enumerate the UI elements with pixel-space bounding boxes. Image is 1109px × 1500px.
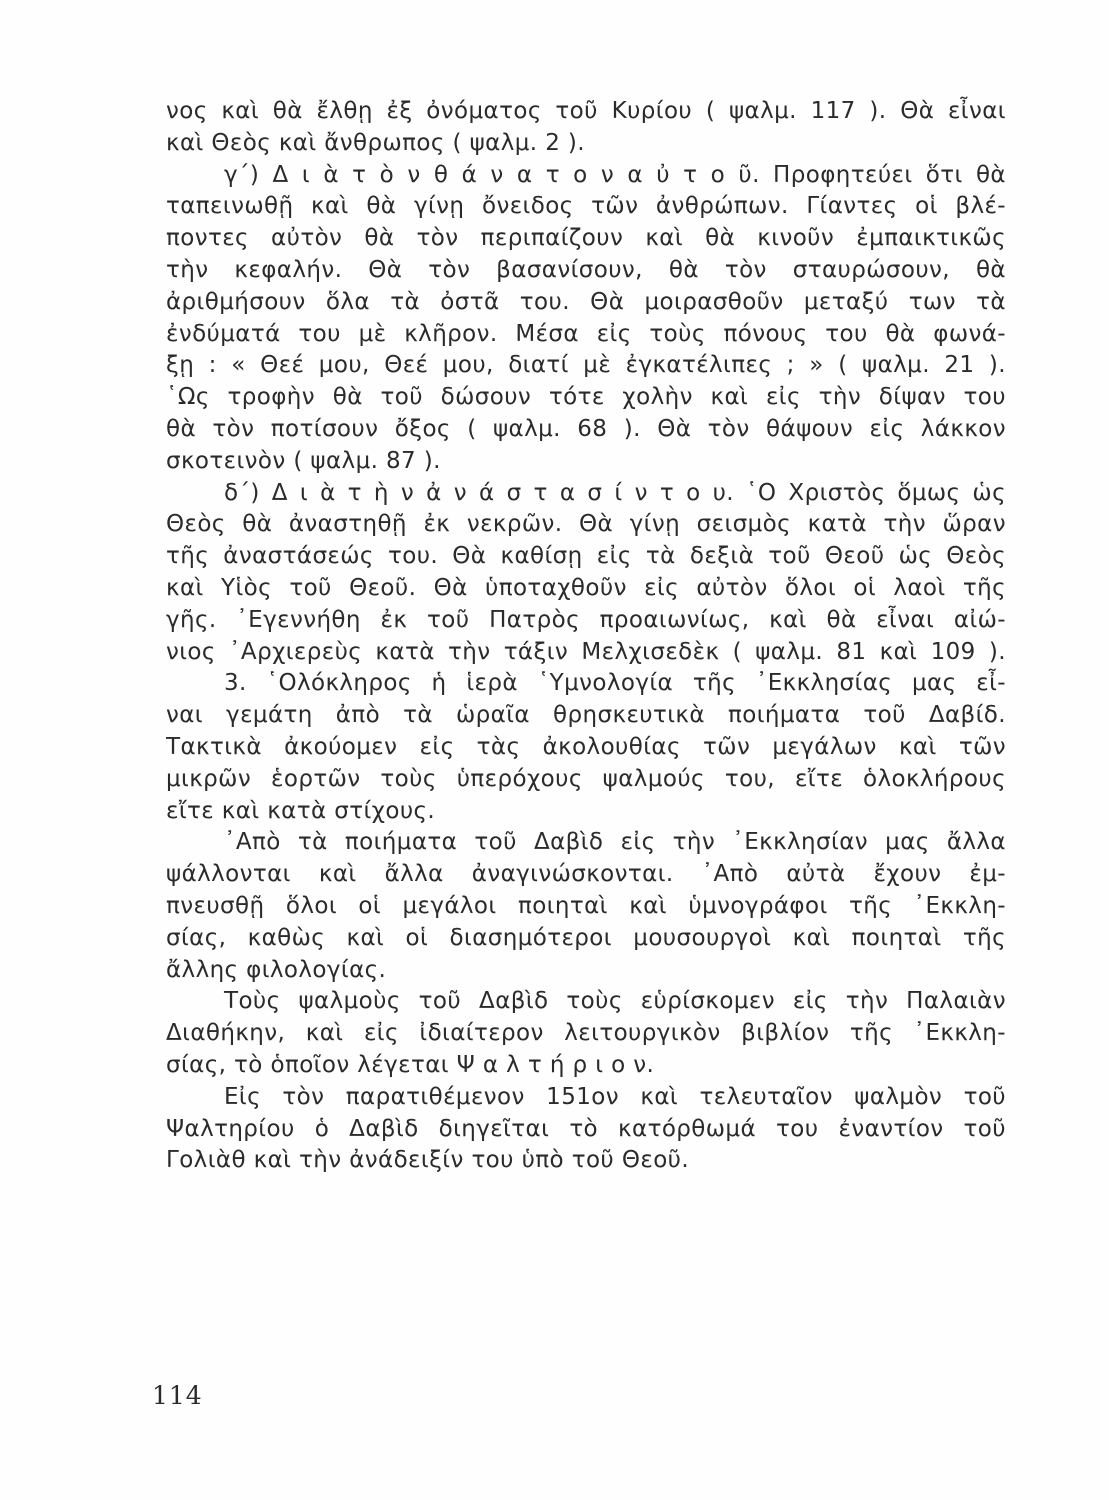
text-line: εἴτε καὶ κατὰ στίχους. — [166, 797, 436, 824]
text-line: ἐνδύματά του μὲ κλῆρον. Μέσα εἰς τοὺς πόνους του θὰ φωνά- — [166, 320, 1006, 347]
text-line: σκοτεινὸν ( ψαλμ. 87 ). — [166, 447, 441, 474]
text-line: σίας, καθὼς καὶ οἱ διασημότεροι μουσουργοὶ καὶ ποιηταὶ τῆς — [166, 924, 1006, 951]
body-text — [166, 96, 1006, 1177]
text-line: ἄλλης φιλολογίας. — [166, 956, 387, 983]
text-line: καὶ Υἱὸς τοῦ Θεοῦ. Θὰ ὑποταχθοῦν εἰς αὐτὸν ὅλοι οἱ λαοὶ τῆς — [166, 574, 1006, 601]
section-heading-line: γ΄) Δ ι ὰ τ ὸ ν θ ά ν α τ ο ν α ὐ τ ο ῦ. Προφητεύει ὅτι θὰ — [224, 161, 1006, 188]
paragraph-start-line: Τοὺς ψαλμοὺς τοῦ Δαβὶδ τοὺς εὑρίσκομεν εἰς τὴν Παλαιὰν — [224, 988, 1006, 1015]
text-line: μικρῶν ἑορτῶν τοὺς ὑπερόχους ψαλμούς του, εἴτε ὁλοκλήρους — [166, 765, 1006, 792]
text-line: καὶ Θεὸς καὶ ἄνθρωπος ( ψαλμ. 2 ). — [166, 129, 586, 156]
text-line: Τακτικὰ ἀκούομεν εἰς τὰς ἀκολουθίας τῶν μεγάλων καὶ τῶν — [166, 733, 1006, 760]
text-line: ποντες αὐτὸν θὰ τὸν περιπαίζουν καὶ θὰ κινοῦν ἐμπαικτικῶς — [166, 225, 1006, 252]
page-number: 114 — [152, 1381, 203, 1410]
text-line: ναι γεμάτη ἀπὸ τὰ ὡραῖα θρησκευτικὰ ποιήματα τοῦ Δαβίδ. — [166, 702, 1006, 729]
text-line: νιος ᾿Αρχιερεὺς κατὰ τὴν τάξιν Μελχισεδὲκ ( ψαλμ. 81 καὶ 109 ). — [166, 638, 1006, 665]
text-line: πνευσθῇ ὅλοι οἱ μεγάλοι ποιηταὶ καὶ ὑμνογράφοι τῆς ᾿Εκκλη- — [166, 892, 1006, 919]
section-heading-line: δ΄) Δ ι ὰ τ ὴ ν ἀ ν ά σ τ α σ ί ν τ ο υ. ῾Ο Χριστὸς ὅμως ὡς — [224, 479, 1006, 506]
text-line: ψάλλονται καὶ ἄλλα ἀναγινώσκονται. ᾿Απὸ αὐτὰ ἔχουν ἐμ- — [166, 861, 1006, 888]
text-line: τὴν κεφαλήν. Θὰ τὸν βασανίσουν, θὰ τὸν σταυρώσουν, θὰ — [166, 256, 1006, 283]
text-line: Ψαλτηρίου ὁ Δαβὶδ διηγεῖται τὸ κατόρθωμά του ἐναντίον τοῦ — [166, 1115, 1006, 1142]
text-line: τῆς ἀναστάσεώς του. Θὰ καθίσῃ εἰς τὰ δεξιὰ τοῦ Θεοῦ ὡς Θεὸς — [166, 543, 1006, 570]
text-line: ξῃ : « Θεέ μου, Θεέ μου, διατί μὲ ἐγκατέλιπες ; » ( ψαλμ. 21 ). — [166, 352, 1006, 379]
text-line: θὰ τὸν ποτίσουν ὄξος ( ψαλμ. 68 ). Θὰ τὸν θάψουν εἰς λάκκον — [166, 415, 1006, 442]
text-line: Διαθήκην, καὶ εἰς ἰδιαίτερον λειτουργικὸν βιβλίον τῆς ᾿Εκκλη- — [166, 1020, 1006, 1047]
text-line: ἀριθμήσουν ὅλα τὰ ὀστᾶ του. Θὰ μοιρασθοῦν μεταξύ των τὰ — [166, 288, 1006, 315]
text-line: Θεὸς θὰ ἀναστηθῇ ἐκ νεκρῶν. Θὰ γίνῃ σεισμὸς κατὰ τὴν ὥραν — [166, 511, 1006, 538]
paragraph-start-line: ᾿Απὸ τὰ ποιήματα τοῦ Δαβὶδ εἰς τὴν ᾿Εκκλησίαν μας ἄλλα — [224, 829, 1006, 856]
paragraph-start-line: Εἰς τὸν παρατιθέμενον 151ον καὶ τελευταῖον ψαλμὸν τοῦ — [224, 1083, 1006, 1110]
text-line: νος καὶ θὰ ἔλθῃ ἐξ ὀνόματος τοῦ Κυρίου ( ψαλμ. 117 ). Θὰ εἶναι — [166, 98, 1006, 124]
text-line: ταπεινωθῇ καὶ θὰ γίνῃ ὄνειδος τῶν ἀνθρώπων. Γίαντες οἱ βλέ- — [166, 193, 1006, 220]
text-line: γῆς. ᾿Εγεννήθη ἐκ τοῦ Πατρὸς προαιωνίως, καὶ θὰ εἶναι αἰώ- — [166, 606, 1006, 633]
text-line: σίας, τὸ ὁποῖον λέγεται Ψ α λ τ ή ρ ι ο ν. — [166, 1051, 655, 1078]
paragraph-start-line: 3. ῾Ολόκληρος ἡ ἱερὰ ῾Υμνολογία τῆς ᾿Εκκλησίας μας εἶ- — [224, 670, 1006, 697]
text-line: ῾Ως τροφὴν θὰ τοῦ δώσουν τότε χολὴν καὶ εἰς τὴν δίψαν του — [166, 384, 1006, 411]
text-line: Γολιὰθ καὶ τὴν ἀνάδειξίν του ὑπὸ τοῦ Θεοῦ. — [166, 1147, 690, 1174]
